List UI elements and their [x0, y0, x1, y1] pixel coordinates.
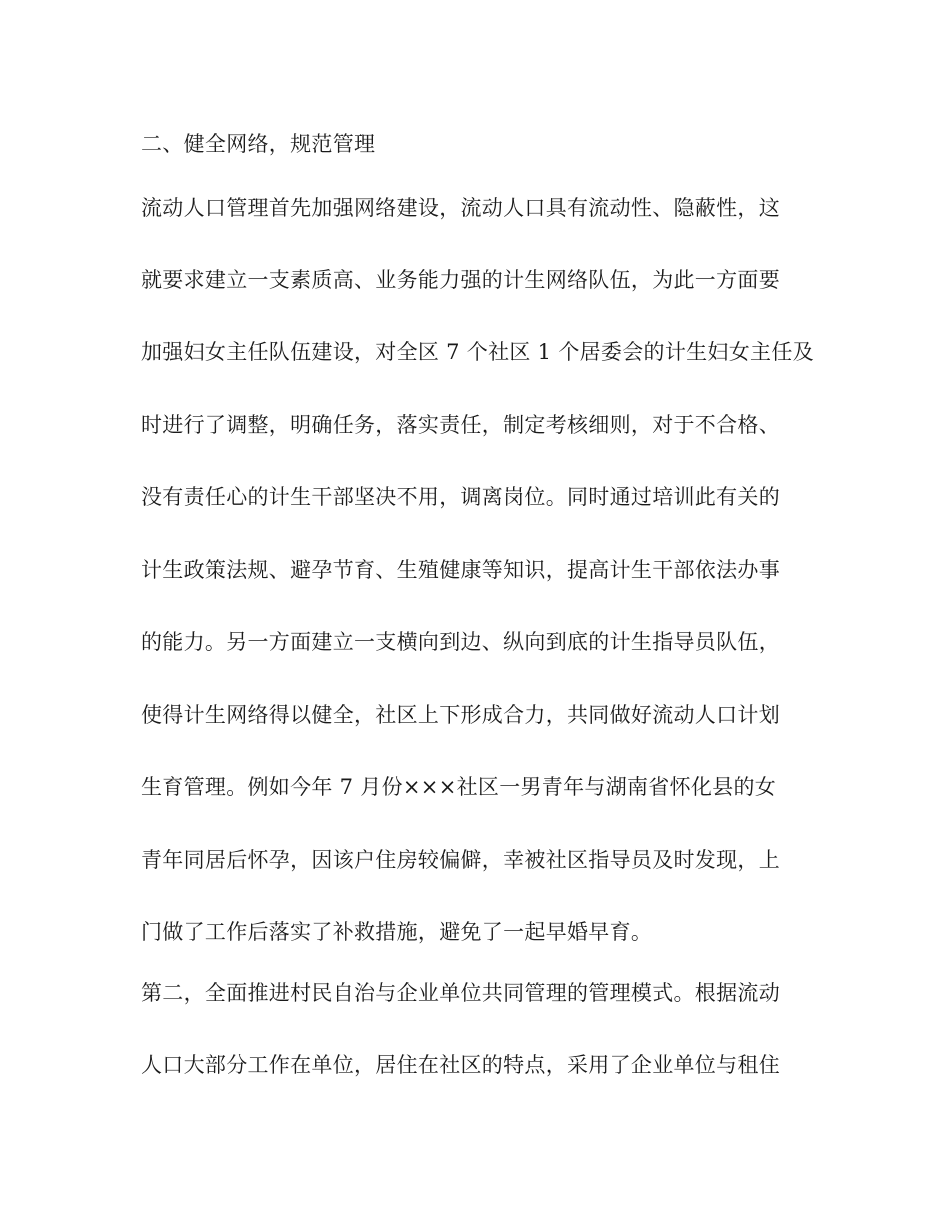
paragraph-line: 人口大部分工作在单位，居住在社区的特点，采用了企业单位与租住 [141, 1053, 780, 1077]
paragraph-line: 第二，全面推进村民自治与企业单位共同管理的管理模式。根据流动 [141, 981, 780, 1005]
paragraph-line: 生育管理。例如今年 7 月份×××社区一男青年与湖南省怀化县的女 [141, 775, 777, 799]
paragraph-line: 使得计生网络得以健全，社区上下形成合力，共同做好流动人口计划 [141, 703, 780, 727]
paragraph-line: 的能力。另一方面建立一支横向到边、纵向到底的计生指导员队伍， [141, 630, 780, 654]
paragraph-line: 就要求建立一支素质高、业务能力强的计生网络队伍，为此一方面要 [141, 268, 780, 292]
paragraph-line: 加强妇女主任队伍建设，对全区 7 个社区 1 个居委会的计生妇女主任及 [141, 340, 814, 364]
paragraph-line: 流动人口管理首先加强网络建设，流动人口具有流动性、隐蔽性，这 [141, 196, 780, 220]
section-heading: 二、健全网络，规范管理 [141, 132, 376, 156]
paragraph-line: 计生政策法规、避孕节育、生殖健康等知识，提高计生干部依法办事 [141, 558, 780, 582]
paragraph-line: 时进行了调整，明确任务，落实责任，制定考核细则，对于不合格、 [141, 413, 780, 437]
paragraph-line: 门做了工作后落实了补救措施，避免了一起早婚早育。 [141, 920, 653, 944]
paragraph-line: 没有责任心的计生干部坚决不用，调离岗位。同时通过培训此有关的 [141, 485, 780, 509]
paragraph-line: 青年同居后怀孕，因该户住房较偏僻，幸被社区指导员及时发现，上 [141, 848, 780, 872]
